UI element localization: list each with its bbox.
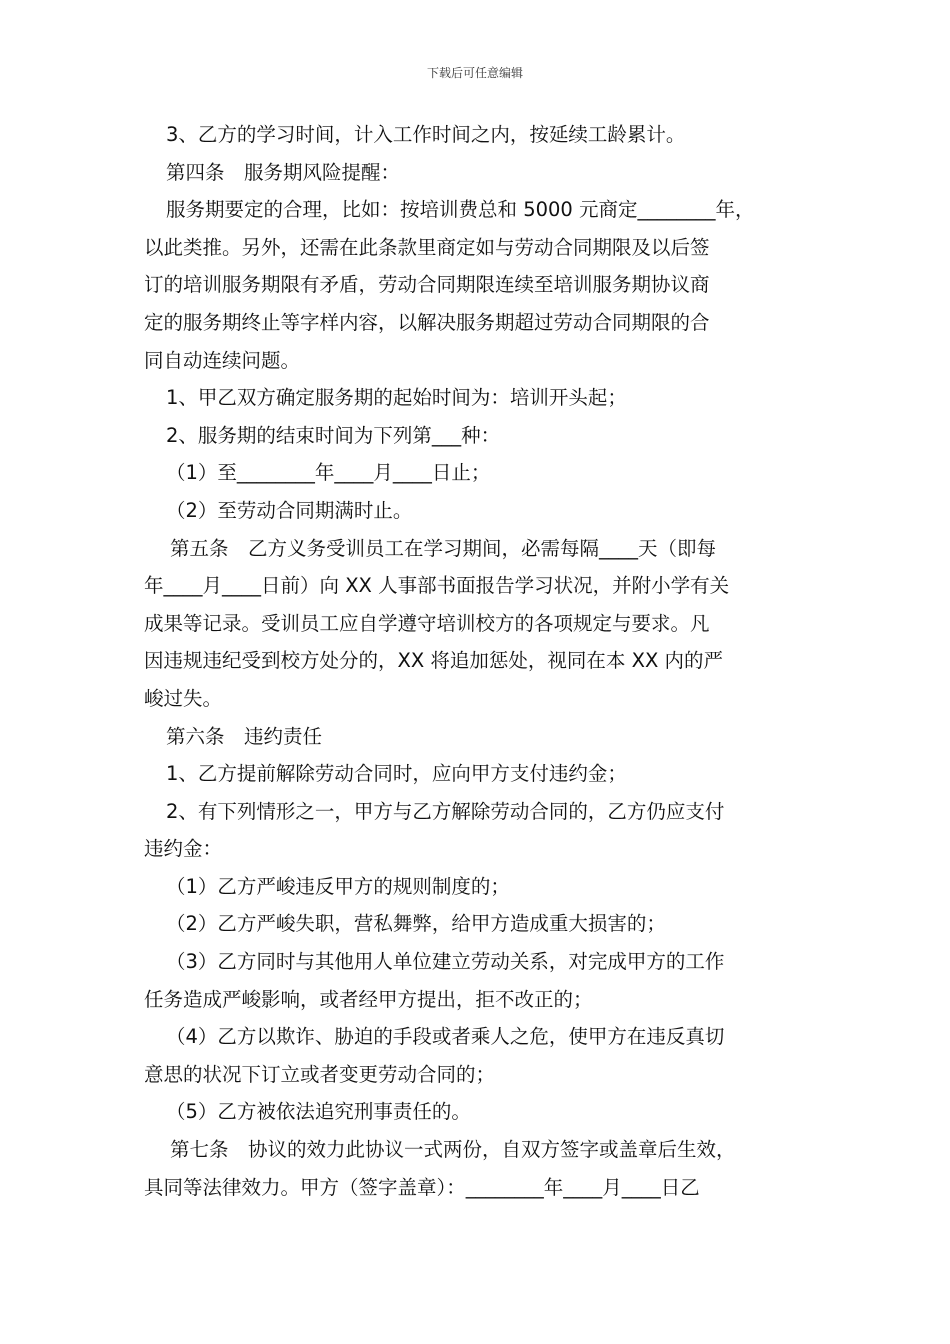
- text-line: 具同等法律效力。甲方（签字盖章）：________年____月____日乙: [144, 1175, 700, 1199]
- text-line: 1、乙方提前解除劳动合同时，应向甲方支付违约金；: [166, 762, 627, 786]
- text-line: 因违规违纪受到校方处分的，XX 将追加惩处，视同在本 XX 内的严: [144, 649, 724, 673]
- text-line: （1）至________年____月____日止；: [166, 461, 491, 485]
- text-line: 2、服务期的结束时间为下列第___种：: [166, 423, 501, 447]
- text-line: （1）乙方严峻违反甲方的规则制度的；: [166, 874, 510, 898]
- text-line: 1、甲乙双方确定服务期的起始时间为：培训开头起；: [166, 386, 627, 410]
- text-line: 以此类推。另外，还需在此条款里商定如与劳动合同期限及以后签: [144, 235, 710, 259]
- text-line: 意思的状况下订立或者变更劳动合同的；: [144, 1062, 496, 1086]
- text-line: 3、乙方的学习时间，计入工作时间之内，按延续工龄累计。: [166, 123, 686, 146]
- text-line: 订的培训服务期限有矛盾，劳动合同期限连续至培训服务期协议商: [144, 273, 710, 297]
- text-line: （2）至劳动合同期满时止。: [166, 498, 413, 522]
- text-line: 成果等记录。受训员工应自学遵守培训校方的各项规定与要求。凡: [144, 611, 710, 635]
- text-line: （4）乙方以欺诈、胁迫的手段或者乘人之危，使甲方在违反真切: [166, 1025, 725, 1049]
- page-header: 下载后可任意编辑: [426, 66, 523, 80]
- text-line: 服务期要定的合理，比如：按培训费总和 5000 元商定________年，: [166, 198, 755, 222]
- article-heading: 第六条 违约责任: [166, 724, 323, 748]
- text-line: 任务造成严峻影响，或者经甲方提出，拒不改正的；: [144, 987, 593, 1011]
- text-line: 2、有下列情形之一，甲方与乙方解除劳动合同的，乙方仍应支付: [166, 799, 725, 823]
- text-line: 定的服务期终止等字样内容，以解决服务期超过劳动合同期限的合: [144, 310, 710, 334]
- text-line: 峻过失。: [144, 686, 223, 710]
- article-heading: 第五条 乙方义务受训员工在学习期间，必需每隔____天（即每: [170, 536, 717, 560]
- text-line: 违约金：: [144, 837, 223, 861]
- text-line: 年____月____日前）向 XX 人事部书面报告学习状况，并附小学有关: [144, 574, 730, 598]
- article-heading: 第四条 服务期风险提醒：: [166, 160, 401, 184]
- text-line: （5）乙方被依法追究刑事责任的。: [166, 1100, 471, 1124]
- text-line: （2）乙方严峻失职，营私舞弊，给甲方造成重大损害的；: [166, 912, 666, 936]
- article-heading: 第七条 协议的效力此协议一式两份，自双方签字或盖章后生效，: [170, 1138, 736, 1162]
- document-body: [144, 116, 806, 1206]
- text-line: （3）乙方同时与其他用人单位建立劳动关系，对完成甲方的工作: [166, 950, 725, 974]
- text-line: 同自动连续问题。: [144, 348, 301, 372]
